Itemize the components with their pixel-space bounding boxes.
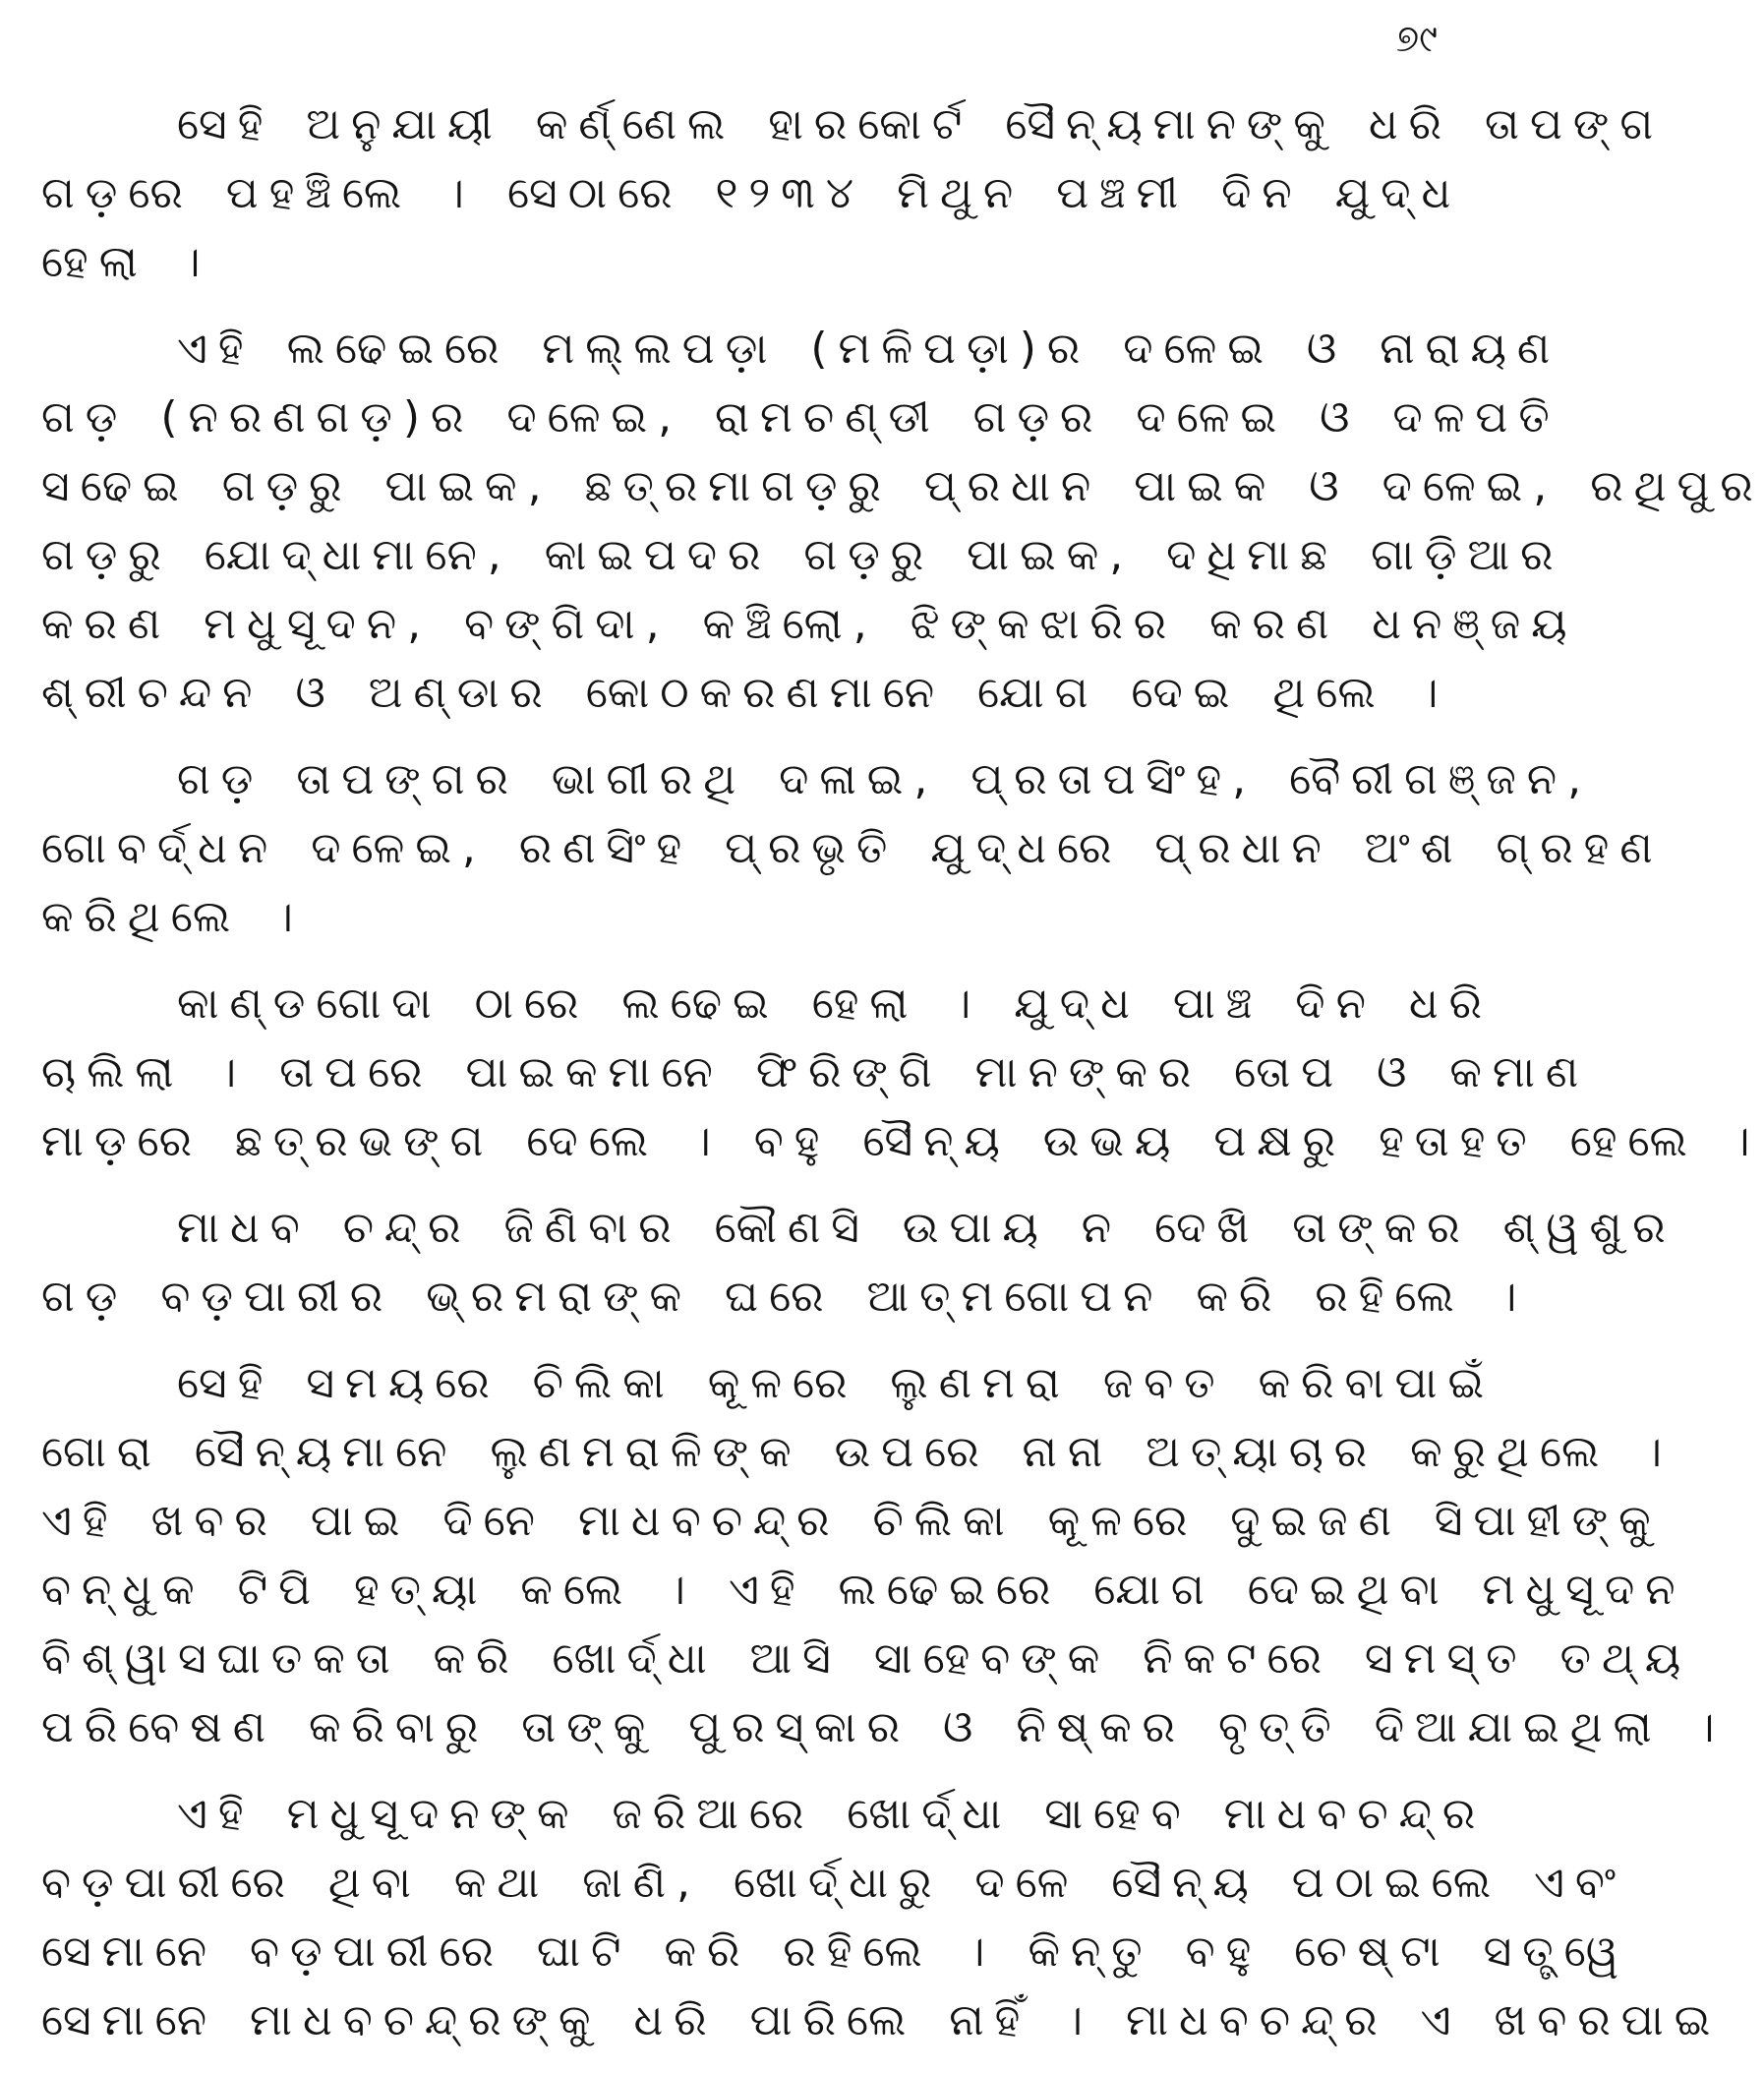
text-line: ହେଲା । [41, 237, 211, 287]
text-line: ଗଡ଼ରେ ପହଞ୍ଚିଲେ । ସେଠାରେ ୧୨୩୪ ମିଥୁନ ପଞ୍ଚମୀ ଦିନ ଯୁଦ୍ଧ [41, 168, 1462, 218]
text-line: ବଡ଼ପାରୀରେ ଥିବା କଥା ଜାଣି, ଖୋର୍ଦ୍ଧାରୁ ଦଳେ ସୈନ୍ୟ ପଠାଇଲେ ଏବଂ [41, 1858, 1627, 1908]
paragraph [41, 745, 1664, 952]
paragraph [41, 90, 1665, 297]
text-line: କରିଥିଲେ । [41, 892, 304, 942]
paragraph [41, 1194, 1676, 1332]
text-line: ଗୋବର୍ଦ୍ଧନ ଦଳେଇ, ରଣସିଂହ ପ୍ରଭୃତି ଯୁଦ୍ଧରେ ପ୍ରଧାନ ଅଂଶ ଗ୍ରହଣ [41, 823, 1664, 873]
text-line: ଗଡ଼ (ନରଣଗଡ଼)ର ଦଳେଇ, ରାମଚଣ୍ଡୀ ଗଡ଼ର ଦଳେଇ ଓ ଦଳପତି [41, 392, 1560, 443]
text-line: ଚାଲିଲା । ତାପରେ ପାଇକମାନେ ଫିରିଙ୍ଗି ମାନଙ୍କର ତୋପ ଓ କମାଣ [41, 1047, 1590, 1097]
paragraph [41, 970, 1761, 1176]
paragraph [41, 315, 1764, 728]
text-line: ସେମାନେ ବଡ଼ପାରୀରେ ଘାଟି କରି ରହିଲେ । କିନ୍ତୁ ବହୁ ଚେଷ୍ଟା ସତ୍ତ୍ୱେ [41, 1926, 1629, 1977]
paragraph [41, 1349, 1726, 1762]
text-line: ଗଡ଼ ତାପଙ୍ଗର ଭାଗୀରଥି ଦଳାଇ, ପ୍ରତାପସିଂହ, ବୈରୀଗଞ୍ଜନ, [177, 754, 1593, 804]
text-line: ମାଧବ ଚନ୍ଦ୍ର ଜିଣିବାର କୌଣସି ଉପାୟ ନ ଦେଖି ତାଙ୍କର ଶ୍ୱଶୁର [177, 1203, 1676, 1253]
text-line: ଗଡ଼ ବଡ଼ପାରୀର ଭ୍ରମରାଙ୍କ ଘରେ ଆତ୍ମଗୋପନ କରି ରହିଲେ । [41, 1272, 1528, 1322]
text-line: କରଣ ମଧୁସୂଦନ, ବଙ୍ଗିଦା, କଞ୍ଚିଲୋ, ଝିଙ୍କଝାରିର କରଣ ଧନଞ୍ଜୟ [41, 599, 1578, 649]
text-line: ଗଡ଼ରୁ ଯୋଦ୍ଧାମାନେ, କାଇପଦର ଗଡ଼ରୁ ପାଇକ, ଦଧିମାଛ ଗାଡ଼ିଆର [41, 530, 1564, 580]
text-line: ଏହି ମଧୁସୂଦନଙ୍କ ଜରିଆରେ ଖୋର୍ଦ୍ଧା ସାହେବ ମାଧବଚନ୍ଦ୍ର [177, 1789, 1487, 1839]
text-line: ଗୋରା ସୈନ୍ୟମାନେ ଲୁଣମରାଳିଙ୍କ ଉପରେ ନାନା ଅତ୍ୟାଚାର କରୁଥିଲେ । [41, 1427, 1674, 1477]
page-body-text [41, 90, 1764, 2073]
page-number: ୭୯ [1395, 17, 1438, 60]
text-line: ସେହି ସମୟରେ ଚିଲିକା କୂଳରେ ଲୁଣମରା ଜବତ କରିବାପାଇଁ [177, 1358, 1496, 1408]
text-line: ଶ୍ରୀଚନ୍ଦନ ଓ ଅଣ୍ଡାର କୋଠକରଣମାନେ ଯୋଗ ଦେଇ ଥିଲେ । [41, 668, 1449, 718]
text-line: ବିଶ୍ୱାସଘାତକତା କରି ଖୋର୍ଦ୍ଧା ଆସି ସାହେବଙ୍କ ନିକଟରେ ସମସ୍ତ ତଥ୍ୟ [41, 1633, 1692, 1684]
text-line: କାଣ୍ଡଗୋଦା ଠାରେ ଲଢେଇ ହେଲା । ଯୁଦ୍ଧ ପାଞ୍ଚ ଦିନ ଧରି [177, 978, 1494, 1029]
text-line: ବନ୍ଧୁକ ଟିପି ହତ୍ୟା କଲେ । ଏହି ଲଢେଇରେ ଯୋଗ ଦେଇଥିବା ମଧୁସୂଦନ [41, 1565, 1686, 1615]
text-line: ସଢେଇ ଗଡ଼ରୁ ପାଇକ, ଛତ୍ରମାଗଡ଼ରୁ ପ୍ରଧାନ ପାଇକ ଓ ଦଳେଇ, ରଥିପୁର [41, 461, 1764, 511]
text-line: ମାଡ଼ରେ ଛତ୍ରଭଙ୍ଗ ଦେଲେ । ବହୁ ସୈନ୍ୟ ଉଭୟ ପକ୍ଷରୁ ହତାହତ ହେଲେ । [41, 1116, 1761, 1166]
text-line: ପରିବେଷଣ କରିବାରୁ ତାଙ୍କୁ ପୁରସ୍କାର ଓ ନିଷ୍କର ବୃତ୍ତି ଦିଆଯାଇଥିଲା । [41, 1702, 1726, 1752]
text-line: ଏହି ଖବର ପାଇ ଦିନେ ମାଧବଚନ୍ଦ୍ର ଚିଲିକା କୂଳରେ ଦୁଇଜଣ ସିପାହୀଙ୍କୁ [41, 1496, 1662, 1546]
text-line: ଏହି ଲଢେଇରେ ମଲ୍ଲପଡ଼ା (ମଳିପଡ଼ା)ର ଦଳେଇ ଓ ନାରାୟଣ [177, 324, 1561, 374]
paragraph [41, 1780, 1722, 2055]
text-line: ସେମାନେ ମାଧବଚନ୍ଦ୍ରଙ୍କୁ ଧରି ପାରିଲେ ନାହିଁ । ମାଧବଚନ୍ଦ୍ର ଏ ଖବରପାଇ [41, 1995, 1722, 2045]
text-line: ସେହି ଅନୁଯାୟୀ କର୍ଣ୍ଣେଲ ହାରକୋର୍ଟ ସୈନ୍ୟମାନଙ୍କୁ ଧରି ତାପଙ୍ଗ [177, 99, 1665, 149]
